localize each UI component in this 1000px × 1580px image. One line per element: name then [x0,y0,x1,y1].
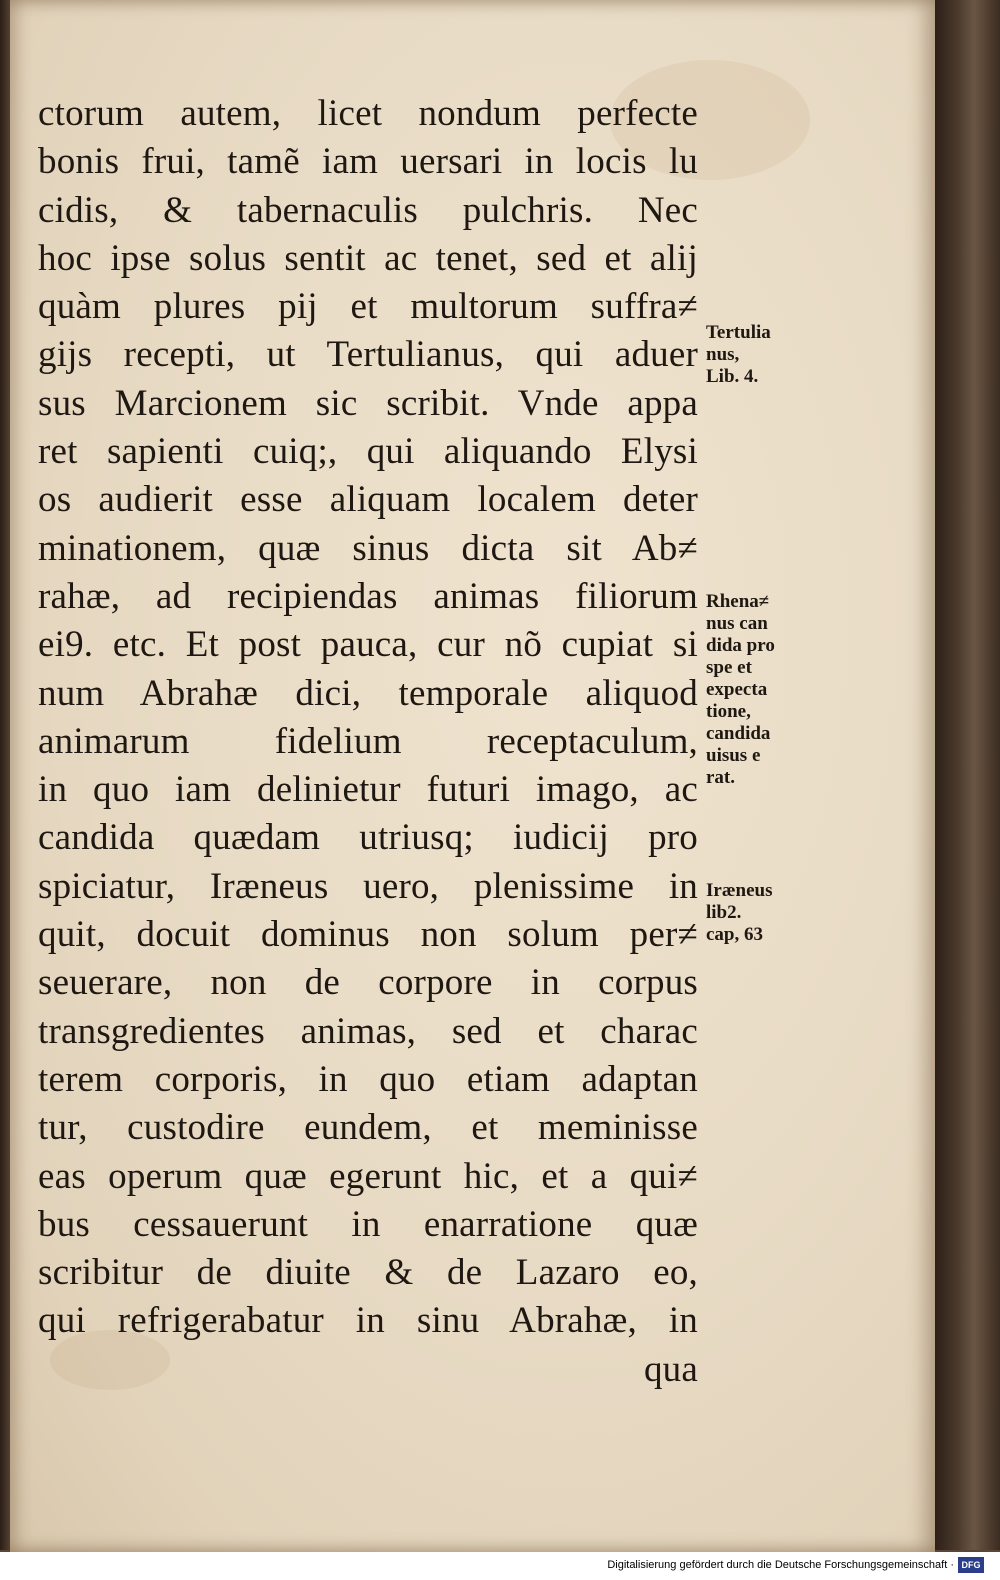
text-line: sus Marcionem sic scribit. Vnde appa [38,382,698,424]
margin-note-line: candida [706,723,771,744]
margin-note-line: cap, 63 [706,924,763,945]
margin-note-line: nus, [706,344,740,365]
text-line: seuerare, non de corpore in corpus [38,962,698,1004]
text-line: qui refrigerabatur in sinu Abrahæ, in [38,1300,698,1342]
margin-note-iraeneus [706,880,806,946]
text-line: hoc ipse solus sentit ac tenet, sed et alij [38,237,698,279]
margin-note-line: Tertulia [706,322,771,343]
margin-note-line: Iræneus [706,880,773,901]
main-text-block [38,90,698,1394]
footer-bar [0,1552,1000,1580]
margin-note-line: rat. [706,767,736,788]
text-line: ei9. etc. Et post pauca, cur nõ cupiat si [38,624,698,666]
text-line: quàm plures pij et multorum suffra≠ [38,286,698,328]
text-line: spiciatur, Iræneus uero, plenissime in [38,865,698,907]
text-line: ctorum autem, licet nondum perfecte [38,93,698,134]
margin-note-line: dida pro [706,635,775,656]
margin-note-line: tione, [706,701,751,722]
text-line: qua [643,1348,698,1390]
text-line: animarum fidelium receptaculum, [38,720,698,762]
text-line: num Abrahæ dici, temporale aliquod [38,672,698,714]
text-line: gijs recepti, ut Tertulianus, qui aduer [38,334,698,376]
text-line: tur, custodire eundem, et meminisse [38,1107,698,1149]
text-line: os audierit esse aliquam localem deter [38,479,698,521]
margin-note-line: nus can [706,613,768,634]
text-line: in quo iam delinietur futuri imago, ac [38,769,698,811]
margin-note-rhenanus [706,591,806,789]
text-line: terem corporis, in quo etiam adaptan [38,1058,698,1100]
text-line: transgredientes animas, sed et charac [38,1010,698,1052]
text-line: quit, docuit dominus non solum per≠ [38,914,698,956]
footer-credit: Digitalisierung gefördert durch die Deutsche Forschungsgemeinschaft · [607,1559,954,1571]
text-line: minationem, quæ sinus dicta sit Ab≠ [38,527,698,569]
text-line: cidis, & tabernaculis pulchris. Nec [38,189,698,231]
margin-note-line: Rhena≠ [706,591,770,612]
text-line: candida quædam utriusq; iudicij pro [38,817,698,859]
margin-note-tertullianus [706,322,806,388]
text-line: bonis frui, tamẽ iam uersari in locis lu [38,141,698,183]
text-line: bus cessauerunt in enarratione quæ [38,1203,698,1245]
book-binding [935,0,1000,1550]
margin-note-line: uisus e [706,745,761,766]
text-line: scribitur de diuite & de Lazaro eo, [38,1252,698,1294]
margin-note-line: lib2. [706,902,742,923]
text-line: eas operum quæ egerunt hic, et a qui≠ [38,1155,698,1197]
margin-note-line: spe et [706,657,752,678]
dfg-logo: DFG [958,1557,984,1573]
text-line: rahæ, ad recipiendas animas filiorum [38,575,698,617]
margin-note-line: expecta [706,679,768,700]
text-line: ret sapienti cuiq;, qui aliquando Elysi [38,431,698,473]
margin-note-line: Lib. 4. [706,366,759,387]
